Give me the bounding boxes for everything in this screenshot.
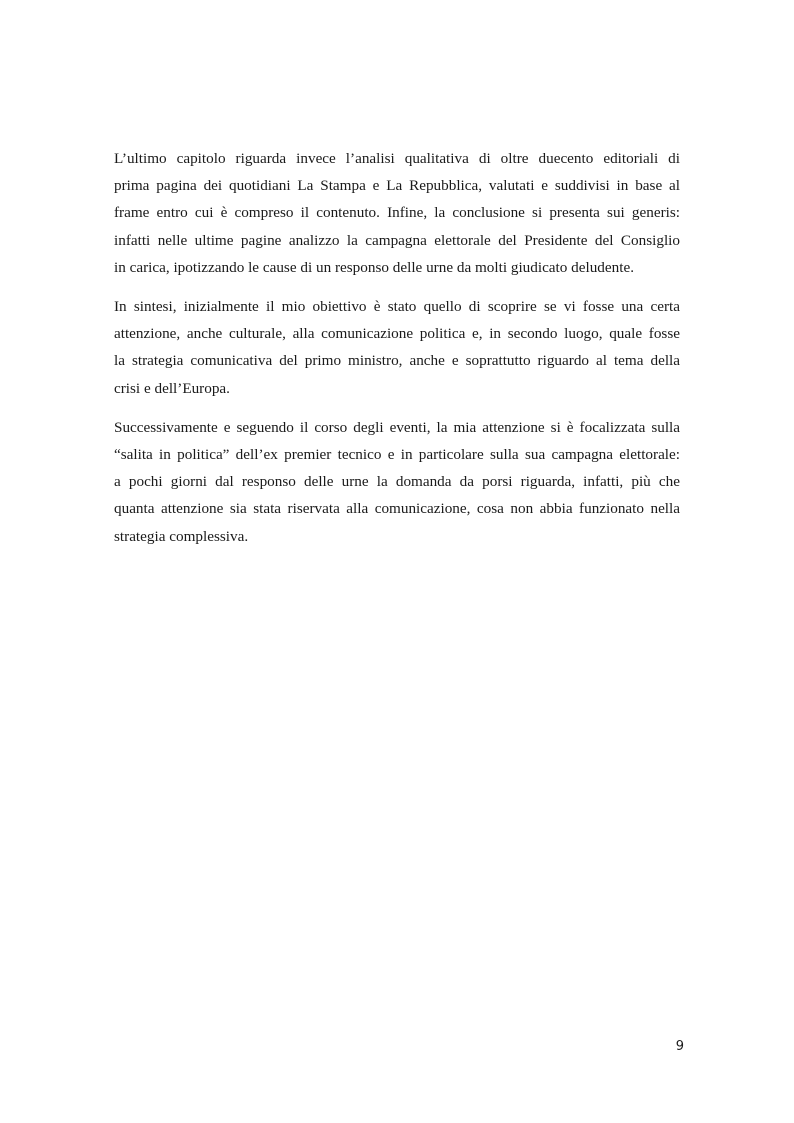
text-line: In sintesi, inizialmente il mio obiettivo è stato quello di scoprire se vi fosse una certa	[114, 298, 680, 316]
paragraph-1	[114, 145, 680, 281]
text-line: attenzione, anche culturale, alla comunicazione politica e, in secondo luogo, quale fosse	[114, 325, 680, 343]
text-line: in carica, ipotizzando le cause di un responso delle urne da molti giudicato deludente.	[114, 258, 634, 276]
text-line: frame entro cui è compreso il contenuto. Infine, la conclusione si presenta sui generis:	[114, 204, 680, 222]
text-line: quanta attenzione sia stata riservata alla comunicazione, cosa non abbia funzionato nella	[114, 500, 680, 518]
paragraph-3	[114, 414, 680, 550]
text-line: strategia complessiva.	[114, 527, 249, 545]
text-line: a pochi giorni dal responso delle urne la domanda da porsi riguarda, infatti, più che	[114, 473, 680, 491]
text-line: Successivamente e seguendo il corso degli eventi, la mia attenzione si è focalizzata sulla	[114, 418, 680, 436]
body-text	[114, 145, 680, 562]
text-line: L’ultimo capitolo riguarda invece l’analisi qualitativa di oltre duecento editoriali di	[114, 150, 680, 167]
page-number: 9	[675, 1039, 684, 1054]
text-line: prima pagina dei quotidiani La Stampa e La Repubblica, valutati e suddivisi in base al	[114, 177, 680, 195]
paragraph-2	[114, 293, 680, 402]
text-line: la strategia comunicativa del primo ministro, anche e soprattutto riguardo al tema della	[114, 352, 680, 370]
text-line: infatti nelle ultime pagine analizzo la campagna elettorale del Presidente del Consiglio	[114, 231, 680, 249]
text-line: “salita in politica” dell’ex premier tecnico e in particolare sulla sua campagna elettorale:	[114, 446, 680, 464]
text-line: crisi e dell’Europa.	[114, 379, 230, 397]
